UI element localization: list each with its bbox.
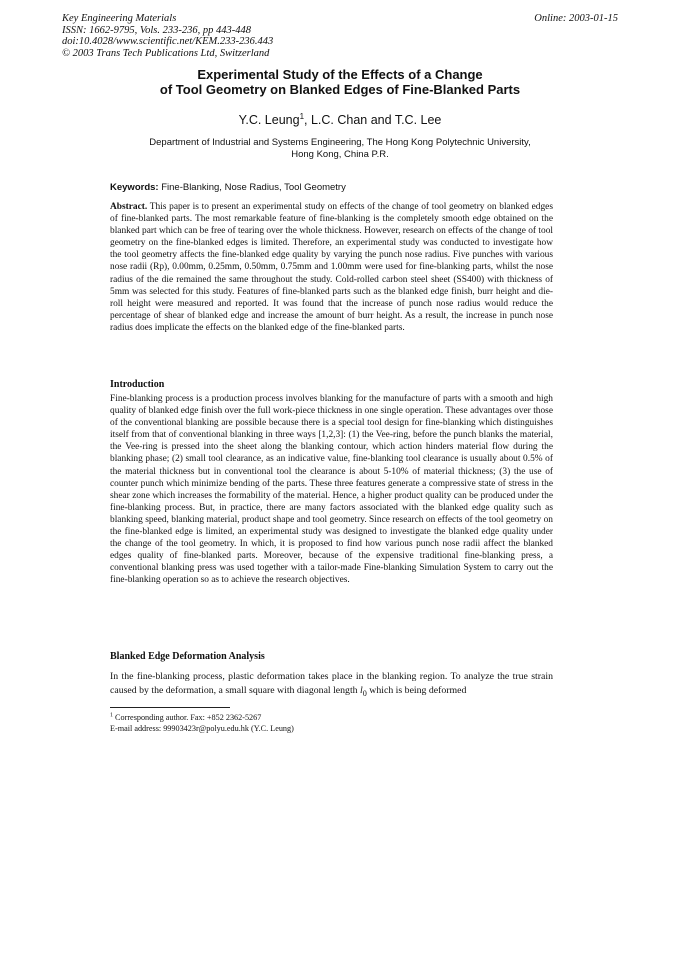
- online-date: Online: 2003-01-15: [534, 13, 618, 24]
- introduction-heading: Introduction: [110, 379, 165, 390]
- issn-line: ISSN: 1662-9795, Vols. 233-236, pp 443-448: [62, 24, 251, 36]
- title-line-1: Experimental Study of the Effects of a Change: [197, 67, 483, 82]
- affiliation: [60, 137, 620, 161]
- first-author: Y.C. Leung: [238, 113, 300, 127]
- keywords: [110, 182, 346, 193]
- other-authors: , L.C. Chan and T.C. Lee: [304, 113, 442, 127]
- abstract: [110, 201, 553, 334]
- footnote-divider: [110, 707, 230, 708]
- keywords-text: Fine-Blanking, Nose Radius, Tool Geometry: [158, 182, 346, 193]
- footnotes: [110, 713, 294, 734]
- title-line-2: of Tool Geometry on Blanked Edges of Fine-Blanked Parts: [159, 82, 521, 97]
- abstract-label: Abstract.: [110, 202, 148, 212]
- author-list: [60, 113, 620, 127]
- blanked-edge-heading: Blanked Edge Deformation Analysis: [110, 651, 265, 662]
- introduction-text: Fine-blanking process is a production process involves blanking for the manufacture of parts with a smooth and high quality of blanked edge finish over the full work-piece thickness in one single operation. These advantages over those of the conventional blanking are possible because there is a special tool design for fine-blanking which distinguishes itself from that of conventional blanking in three ways [1,2,3]: (1) the Vee-ring, before the punch blanks the material, the Vee-ring is pressed into the sheet along the blanking contour, which action hinders material flow during the blanking phase; (2) small tool clearance, as an indicative value, fine-blanking tool clearance is usually about 0.5% of the material thickness but in conventional tool the clearance is about 5-10% of material thickness; (3) the use of counter punch which minimize bending of the parts. These three features generate a compressive state of stress in the shear zone which increases the formability of the material. Hence, a higher product quality can be produced under the fine-blanking process. But, in practice, there are many factors associated with the blanked edge quality such as blanking speed, blanking material, product shape and tool geometry. Since research on effects of the tool geometry on the fine-blanked edge is limited, an experimental study was designed to investigate the blanked edge quality under the change of the tool geometry. In which, it is proposed to find how various punch nose radii affect the blanked edges quality of fine-blanked parts. Moreover, because of the expensive traditional fine-blanking press, a conventional blanking press was used together with a tailor-made Fine-blanking Simulation System to carry out the fine-blanking operation so as to achieve the research objectives.: [110, 394, 553, 586]
- affiliation-line-1: Department of Industrial and Systems Engineering, The Hong Kong Polytechnic University,: [149, 137, 531, 148]
- corresponding-author-note: [110, 713, 294, 724]
- keywords-label: Keywords:: [110, 182, 159, 193]
- footnote-marker: 1: [110, 712, 113, 719]
- blanked-edge-text: [110, 670, 553, 701]
- copyright-line: © 2003 Trans Tech Publications Ltd, Switzerland: [62, 47, 270, 59]
- affiliation-line-2: Hong Kong, China P.R.: [291, 149, 389, 160]
- length-symbol: l: [360, 685, 363, 696]
- journal-name: Key Engineering Materials: [62, 13, 177, 24]
- author-footnote-marker: 1: [299, 111, 305, 121]
- length-symbol-subscript: 0: [362, 688, 367, 698]
- doi-line: doi:10.4028/www.scientific.net/KEM.233-236.443: [62, 36, 274, 48]
- blanked-edge-text-start: In the fine-blanking process, plastic deformation takes place in the blanking region. To analyze the true strain caused by the deformation, a small square with diagonal length: [110, 671, 553, 696]
- abstract-text: This paper is to present an experimental study on effects of the change of tool geometry on blanked edges of fine-blanked parts. The most remarkable feature of fine-blanking is the completely smooth edge obtained on the blanked part which can be free of tearing over the whole thickness. However, research on effects of the change of tool geometry on the fine-blanked edges is limited. Therefore, an experimental study was conducted to investigate how the tool geometry affects the fine-blanked edge quality by varying the punch nose radius. Five punches with various nose radii (Rp), 0.00mm, 0.25mm, 0.50mm, 0.75mm and 1.00mm were used for fine-blanking parts, whilst the nose radius of the die remained the same throughout the study. Cold-rolled carbon steel sheet (SS400) with thickness of 5mm was selected for this study. Features of fine-blanked parts such as the blanked edge finish, burr height and die-roll height were measured and reported. It was found that the increase of punch nose radius would reduce the percentage of shear of blanked edge and increase the amount of burr height. As a result, the increase in punch nose radius does implicate the effects on the blanked edge of the fine-blanked parts.: [110, 202, 553, 333]
- blanked-edge-text-end: which is being deformed: [366, 685, 467, 696]
- paper-title: [60, 67, 620, 97]
- journal-header: [62, 13, 273, 59]
- email-note: E-mail address: 99903423r@polyu.edu.hk (Y.C. Leung): [110, 723, 294, 733]
- corresponding-author-text: Corresponding author. Fax: +852 2362-5267: [113, 713, 262, 722]
